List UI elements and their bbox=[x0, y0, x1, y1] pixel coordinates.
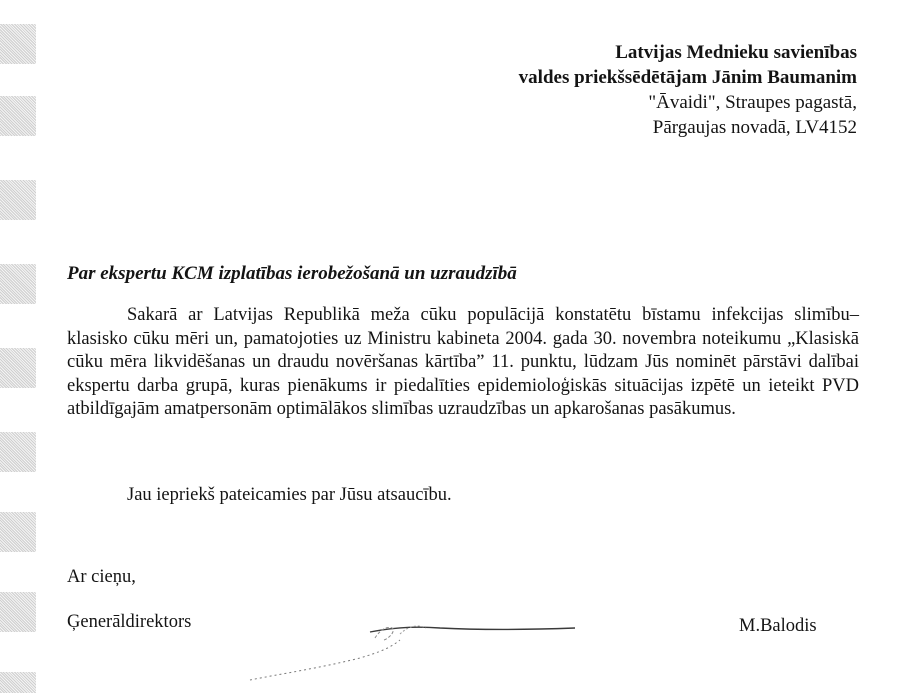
handwritten-signature bbox=[240, 610, 600, 690]
punch-hole bbox=[0, 24, 36, 64]
letter-subject: Par ekspertu KCM izplatības ierobežošanā un uzraudzībā bbox=[67, 263, 517, 284]
letter-body-paragraph: Sakarā ar Latvijas Republikā meža cūku populācijā konstatētu bīstamu infekcijas slimību– klasisko cūku mēri un, pamatojoties uz Ministru kabineta 2004. gada 30. novembra noteikumu „Klasiskā cūku mēra likvidēšanas un draudu novēršanas kārtība” 11. punktu, lūdzam Jūs nominēt pārstāvi dalībai ekspertu darba grupā, kuras pienākums ir piedalīties epidemioloģiskās situācijas izpētē un ieteikt PVD atbildīgajām amatpersonām optimālākos slimības uzraudzības un apkarošanas pasākumus. bbox=[67, 305, 859, 419]
recipient-address-block bbox=[519, 40, 857, 140]
signatory-name: M.Balodis bbox=[739, 616, 817, 636]
recipient-organization: Latvijas Mednieku savienības bbox=[615, 42, 857, 63]
letter-thanks-paragraph: Jau iepriekš pateicamies par Jūsu atsaucību. bbox=[127, 485, 452, 505]
recipient-street: "Āvaidi", Straupes pagastā, bbox=[648, 92, 857, 113]
scan-edge bbox=[0, 0, 44, 693]
punch-hole bbox=[0, 348, 36, 388]
closing-salutation: Ar cieņu, bbox=[67, 567, 136, 587]
recipient-district: Pārgaujas novadā, LV4152 bbox=[652, 117, 857, 138]
punch-hole bbox=[0, 512, 36, 552]
punch-hole bbox=[0, 592, 36, 632]
punch-hole bbox=[0, 672, 36, 693]
punch-hole bbox=[0, 264, 36, 304]
punch-hole bbox=[0, 96, 36, 136]
recipient-person: valdes priekšsēdētājam Jānim Baumanim bbox=[518, 67, 857, 88]
punch-hole bbox=[0, 432, 36, 472]
signatory-position: Ģenerāldirektors bbox=[67, 612, 192, 632]
punch-hole bbox=[0, 180, 36, 220]
